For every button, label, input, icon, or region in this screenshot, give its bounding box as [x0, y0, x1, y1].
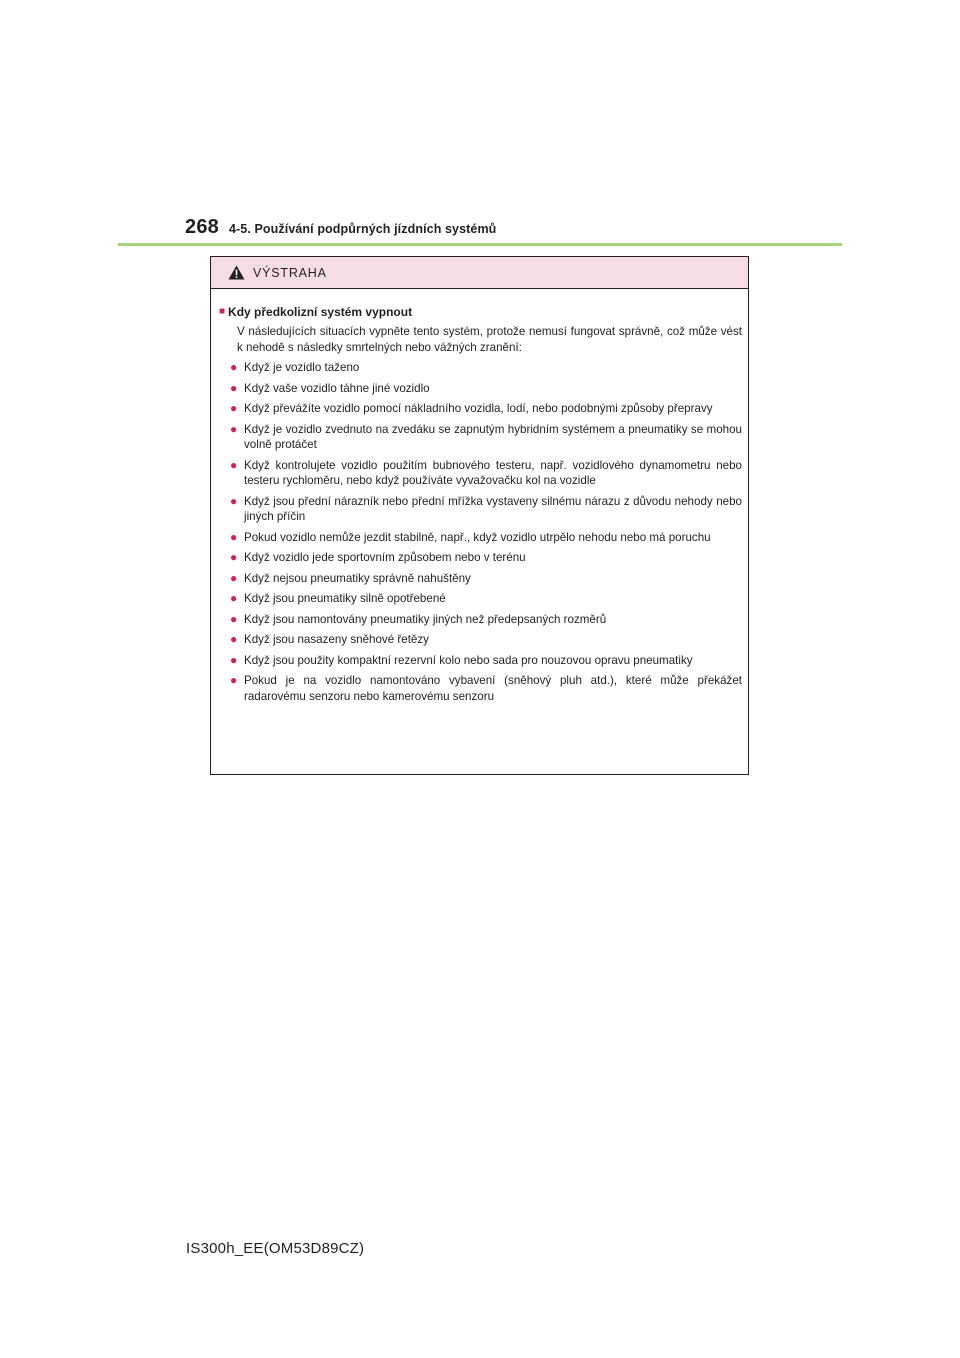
list-item: ● Když je vozidlo zvednuto na zvedáku se zapnutým hybridním systémem a pneumatiky se mohou volně protáčet — [230, 421, 742, 451]
list-item: ● Pokud je na vozidlo namontováno vybavení (sněhový pluh atd.), které může překážet radarovému senzoru nebo kamerovému senzoru — [230, 673, 742, 703]
bullet-dot-icon: ● — [230, 380, 238, 395]
list-item: ● Když jsou namontovány pneumatiky jiných než předepsaných rozměrů — [230, 611, 607, 626]
list-item: ● Když jsou přední nárazník nebo přední mřížka vystaveny silnému nárazu z důvodu nehody nebo jiných příčin — [230, 493, 742, 523]
warning-body — [211, 289, 748, 704]
list-item: ● Když kontrolujete vozidlo použitím bubnového testeru, např. vozidlového dynamometru nebo testeru rychloměru, nebo když používáte vyvažovačku kol na vozidle — [230, 457, 742, 487]
bullet-dot-icon: ● — [230, 652, 238, 667]
bullet-dot-icon: ● — [230, 632, 238, 646]
warning-triangle-icon — [228, 265, 245, 280]
warning-title: VÝSTRAHA — [253, 265, 327, 280]
header-divider — [118, 243, 842, 246]
bullet-dot-icon: ● — [230, 457, 238, 472]
page-header — [185, 216, 496, 240]
bullet-dot-icon: ● — [230, 591, 238, 605]
bullet-dot-icon: ● — [230, 570, 238, 585]
list-item: ● Když vaše vozidlo táhne jiné vozidlo — [230, 380, 430, 395]
bullet-dot-icon: ● — [230, 493, 238, 508]
list-item: ● Když nejsou pneumatiky správně nahuštěny — [230, 570, 471, 585]
list-item: ● Když vozidlo jede sportovním způsobem nebo v terénu — [230, 550, 526, 564]
warning-header — [211, 257, 748, 289]
bullet-dot-icon: ● — [230, 550, 238, 564]
bullet-dot-icon: ● — [230, 673, 238, 687]
square-bullet-icon: ■ — [219, 306, 226, 317]
section-title: 4-5. Používání podpůrných jízdních systémů — [228, 222, 497, 236]
list-item: ● Pokud vozidlo nemůže jezdit stabilně, např., když vozidlo utrpělo nehodu nebo má poruchu — [230, 529, 711, 544]
subheading-text: Kdy předkolizní systém vypnout — [228, 305, 413, 319]
footer-model-code: IS300h_EE(OM53D89CZ) — [186, 1240, 365, 1257]
bullet-dot-icon: ● — [230, 360, 238, 374]
list-item: ● Když převážíte vozidlo pomocí nákladního vozidla, lodí, nebo podobnými způsoby přepravy — [230, 401, 713, 415]
intro-paragraph: V následujících situacích vypněte tento systém, protože nemusí fungovat správně, což může vést k nehodě s následky smrtelných nebo vážných zranění: — [237, 325, 742, 354]
page-number: 268 — [185, 216, 219, 238]
bullet-dot-icon: ● — [230, 421, 238, 436]
warning-subheading — [219, 305, 742, 319]
condition-list — [219, 360, 742, 704]
warning-box — [210, 256, 749, 775]
bullet-dot-icon: ● — [230, 611, 238, 626]
list-item: ● Když jsou pneumatiky silně opotřebené — [230, 591, 446, 605]
list-item: ● Když je vozidlo taženo — [230, 360, 360, 374]
bullet-dot-icon: ● — [230, 529, 238, 544]
list-item: ● Když jsou nasazeny sněhové řetězy — [230, 632, 429, 646]
bullet-dot-icon: ● — [230, 401, 238, 415]
list-item: ● Když jsou použity kompaktní rezervní kolo nebo sada pro nouzovou opravu pneumatiky — [230, 652, 693, 667]
